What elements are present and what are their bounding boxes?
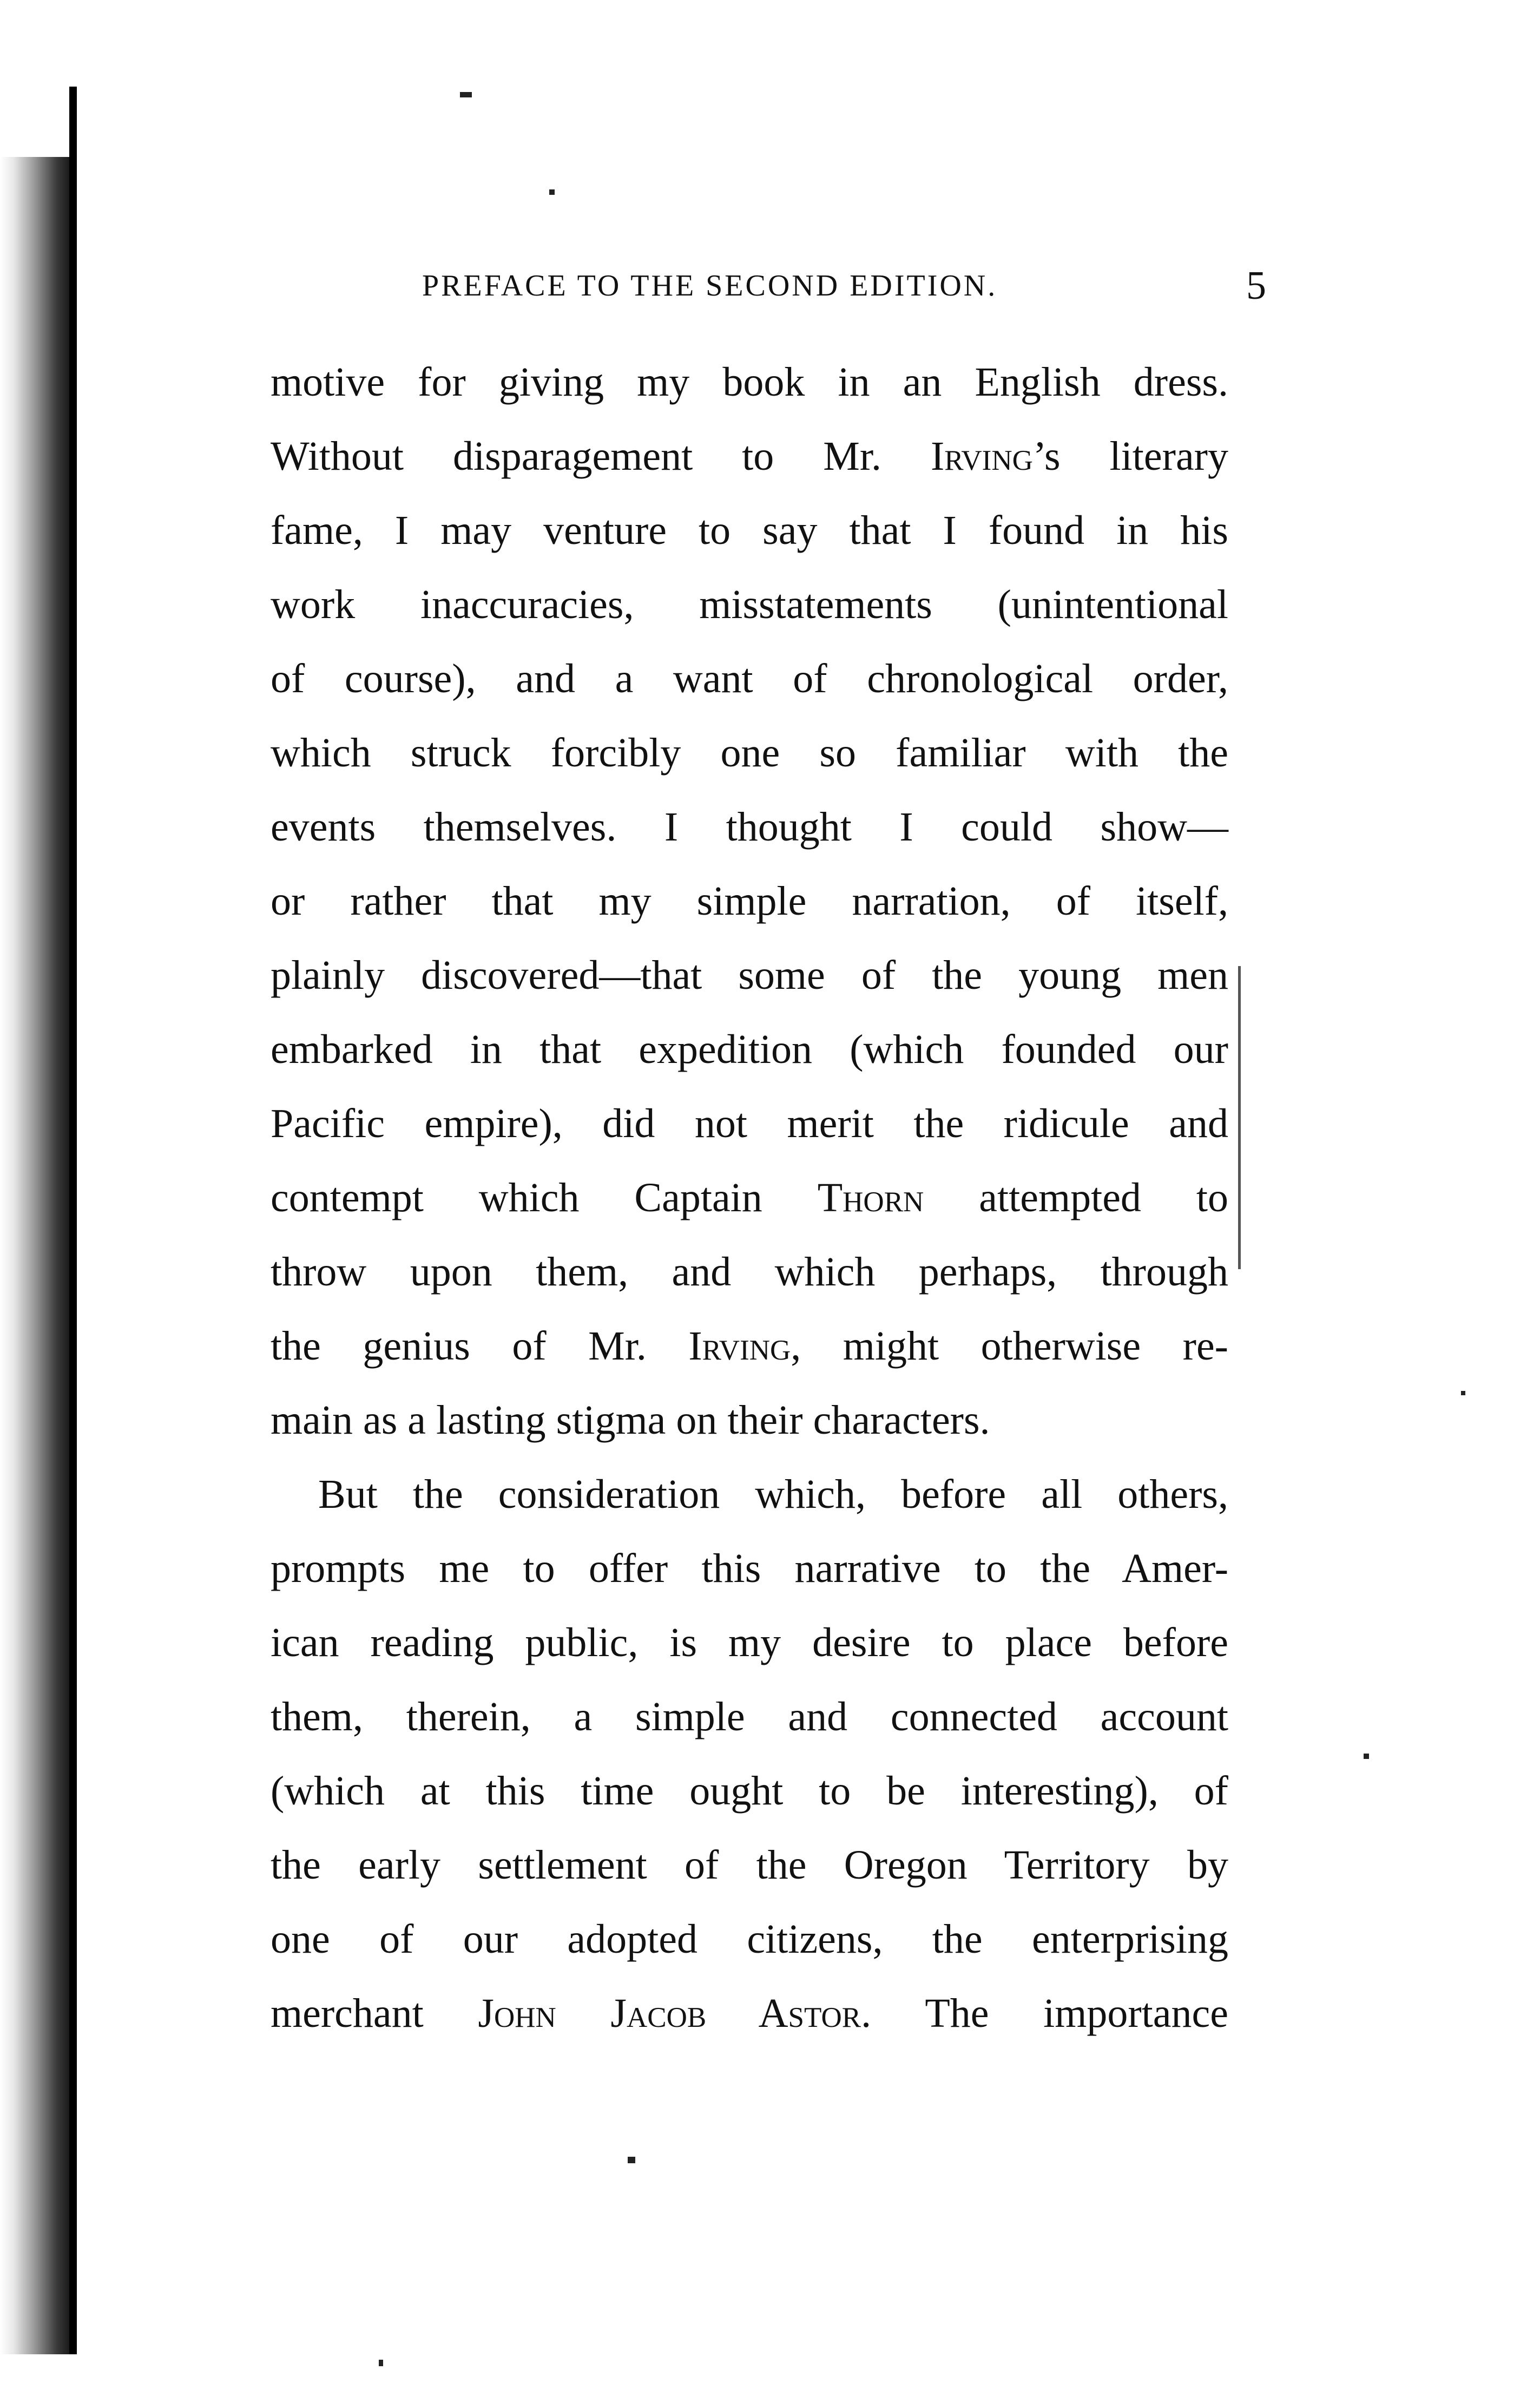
text-run: events themselves. I thought I could show— [271, 804, 1228, 850]
text-line [271, 642, 1228, 716]
text-run: the genius of Mr. [271, 1323, 689, 1369]
body-text [271, 345, 1228, 2051]
text-line [271, 1235, 1228, 1309]
text-run: contempt which Captain [271, 1175, 818, 1220]
print-speck [460, 92, 472, 97]
text-run: But the consideration which, before all others, [318, 1472, 1228, 1517]
text-line [271, 1606, 1228, 1680]
text-run: . The importance [861, 1991, 1228, 2036]
text-line [271, 1013, 1228, 1087]
text-line [271, 1977, 1228, 2051]
text-run: which struck forcibly one so familiar with the [271, 730, 1228, 776]
text-run: Pacific empire), did not merit the ridicule and [271, 1101, 1228, 1146]
text-line [271, 716, 1228, 790]
text-run: throw upon them, and which perhaps, through [271, 1249, 1228, 1295]
print-speck [1364, 1754, 1369, 1759]
text-run: the early settlement of the Oregon Territory by [271, 1842, 1228, 1888]
text-line [271, 1828, 1228, 1902]
text-line [271, 864, 1228, 938]
text-line [271, 938, 1228, 1013]
print-speck [379, 2360, 383, 2366]
text-run: embarked in that expedition (which founded our [271, 1027, 1228, 1072]
text-line [271, 1532, 1228, 1606]
text-line [271, 1309, 1228, 1383]
text-line [271, 1754, 1228, 1828]
text-run: ican reading public, is my desire to place before [271, 1620, 1228, 1665]
running-head-title: PREFACE TO THE SECOND EDITION. [422, 269, 998, 303]
text-run: prompts me to offer this narrative to the Amer- [271, 1546, 1228, 1591]
text-run: main as a lasting stigma on their characters. [271, 1397, 990, 1443]
text-run: or rather that my simple narration, of itself, [271, 878, 1228, 924]
text-line [271, 1161, 1228, 1235]
text-run: (which at this time ought to be interesting), of [271, 1768, 1228, 1814]
text-run: fame, I may venture to say that I found in his [271, 508, 1228, 553]
text-run: merchant [271, 1991, 478, 2036]
text-run: them, therein, a simple and connected account [271, 1694, 1228, 1739]
text-line [271, 568, 1228, 642]
small-caps-name: John Jacob Astor [478, 1991, 861, 2036]
print-speck [549, 189, 555, 195]
book-gutter-edge [69, 87, 77, 2354]
text-line [271, 790, 1228, 864]
text-run: Without disparagement to Mr. [271, 434, 931, 479]
text-run: , might otherwise re- [791, 1323, 1228, 1369]
text-run: one of our adopted citizens, the enterprising [271, 1916, 1228, 1962]
book-spine-shadow [0, 157, 76, 2354]
page-number: 5 [1246, 264, 1266, 308]
print-speck [628, 2157, 635, 2163]
text-run: attempted to [924, 1175, 1228, 1220]
text-line [271, 494, 1228, 568]
text-line [271, 345, 1228, 419]
text-line [271, 419, 1228, 494]
text-run: of course), and a want of chronological order, [271, 656, 1228, 701]
small-caps-name: Irving [930, 434, 1033, 479]
text-run: work inaccuracies, misstatements (unintentional [271, 582, 1228, 627]
text-run: plainly discovered—that some of the young men [271, 953, 1228, 998]
small-caps-name: Thorn [817, 1175, 924, 1220]
text-line [271, 1087, 1228, 1161]
text-line [271, 1457, 1228, 1532]
text-line [271, 1680, 1228, 1754]
print-speck [1461, 1391, 1465, 1395]
margin-rule [1238, 966, 1241, 1269]
running-head [422, 265, 1266, 308]
text-line [271, 1383, 1228, 1457]
small-caps-name: Irving [688, 1323, 791, 1369]
text-run: motive for giving my book in an English dress. [271, 359, 1228, 405]
text-run: ’s literary [1032, 434, 1228, 479]
text-line [271, 1902, 1228, 1977]
